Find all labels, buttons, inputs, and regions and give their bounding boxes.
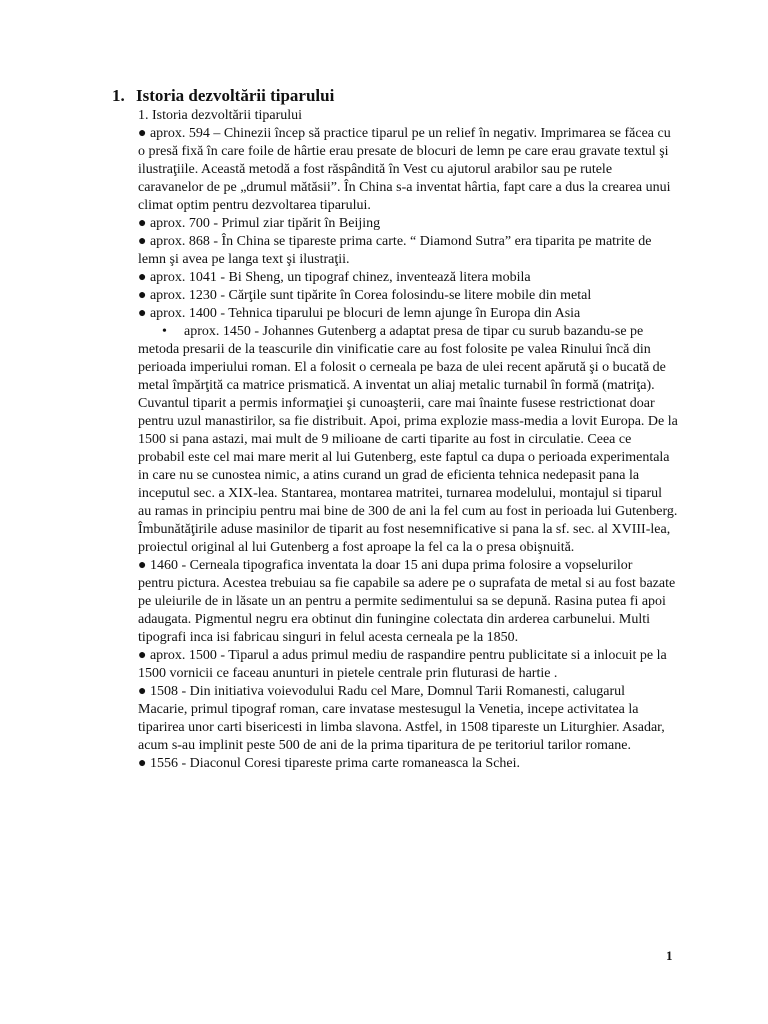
paragraph-700: ● aprox. 700 - Primul ziar tipărit în Beijing (138, 216, 381, 231)
subheading: 1. Istoria dezvoltării tiparului (138, 108, 303, 123)
paragraph-868: ● aprox. 868 - În China se tipareste prima carte. “ Diamond Sutra” era tiparita pe matrite de lemn şi avea pe langa text şi ilustraţii. (138, 234, 652, 267)
document-body (138, 107, 678, 773)
section-heading (112, 86, 334, 106)
nested-bullet-text: aprox. 1450 - Johannes Gutenberg a adaptat presa de tipar cu surub bazandu-se pe (184, 324, 644, 339)
page-number: 1 (666, 948, 673, 963)
heading-number: 1. (112, 86, 125, 105)
paragraph-1500: ● aprox. 1500 - Tiparul a adus primul mediu de raspandire pentru publicitate si a inlocuit pe la 1500 vornicii ce faceau anunturi in pietele centrale prin fluturasi de hartie . (138, 648, 667, 681)
paragraph-1230: ● aprox. 1230 - Cărţile sunt tipărite în Corea folosindu-se litere mobile din metal (138, 288, 592, 303)
heading-title: Istoria dezvoltării tiparului (136, 86, 335, 105)
paragraph-1508: ● 1508 - Din initiativa voievodului Radu cel Mare, Domnul Tarii Romanesti, calugarul (138, 684, 626, 699)
paragraph-1556: ● 1556 - Diaconul Coresi tipareste prima carte romaneasca la Schei. (138, 756, 521, 771)
paragraph-gutenberg: metoda presarii de la teascurile din vinificatie care au fost folosite pe valea Rinului încă din perioada imperiului roman. El a folosit o cerneala pe baza de ulei recent apărută şi o bucată de metal împărţită ca matrice prismatică. A inventat un aliaj metalic turnabil în formă (matriţa). Cuvantul tiparit a permis informaţiei şi cunoaşterii, care mai înainte fusese restrictionat doar pentru uzul manastirilor, sa fie distribuit. Apoi, prima explozie mass-media a lovit Europa. De la 1500 si pana astazi, mai mult de 9 milioane de carti tiparite au fost in circulatie. Ceea ce probabil este cel mai mare merit al lui Gutenberg, este faptul ca dupa o perioada experimentala in care nu se cunostea nimic, a atins curand un grad de eficienta tehnica nedepasit pana la inceputul sec. a XIX-lea. Stantarea, montarea matritei, turnarea modelului, montajul si tiparul au ramas in principiu pentru mai bine de 300 de ani la fel cum au fost in perioada lui Gutenberg. Îmbunătăţirile aduse masinilor de tiparit au fost nesemnificative si pana la sf. sec. al XVIII-lea, proiectul original al lui Gutenberg a fost aproape la fel ca la o presa obişnuită. (138, 342, 678, 555)
nested-bullet-1450 (138, 323, 678, 341)
paragraph-1400: ● aprox. 1400 - Tehnica tiparului pe blocuri de lemn ajunge în Europa din Asia (138, 306, 581, 321)
paragraph-1041: ● aprox. 1041 - Bi Sheng, un tipograf chinez, inventează litera mobila (138, 270, 531, 285)
bullet-marker: • (162, 324, 167, 339)
paragraph-1460: ● 1460 - Cerneala tipografica inventata la doar 15 ani dupa prima folosire a vopselurilor (138, 558, 633, 573)
paragraph-macarie: Macarie, primul tipograf roman, care invatase mestesugul la Venetia, incepe activitatea la tiparirea unor carti bisericesti in limba slavona. Astfel, in 1508 tipareste un Liturghier. Asadar, acum s-au implinit peste 500 de ani de la prima tiparitura de pe teritoriul tarilor romane. (138, 702, 665, 753)
paragraph-594: ● aprox. 594 – Chinezii încep să practice tiparul pe un relief în negativ. Imprimarea se făcea cu o presă fixă în care foile de hârtie erau presate de blocuri de lemn pe care erau gravate textul şi ilustraţiile. Această metodă a fost răspândită în Vest cu ajutorul arabilor sau pe rutele caravanelor de pe „drumul mătăsii”. În China s-a inventat hârtia, fapt care a dus la crearea unui climat optim pentru dezvoltarea tiparului. (138, 126, 671, 213)
paragraph-ink: pentru pictura. Acestea trebuiau sa fie capabile sa adere pe o suprafata de metal si au fost bazate pe uleiurile de in lăsate un an pentru a permite sedimentului sa se depună. Rasina putea fi apoi adaugata. Pigmentul negru era obtinut din funingine colectata din arderea carbunelui. Multi tipografi inca isi fabricau singuri in felul acesta cerneala pe la 1850. (138, 576, 676, 645)
